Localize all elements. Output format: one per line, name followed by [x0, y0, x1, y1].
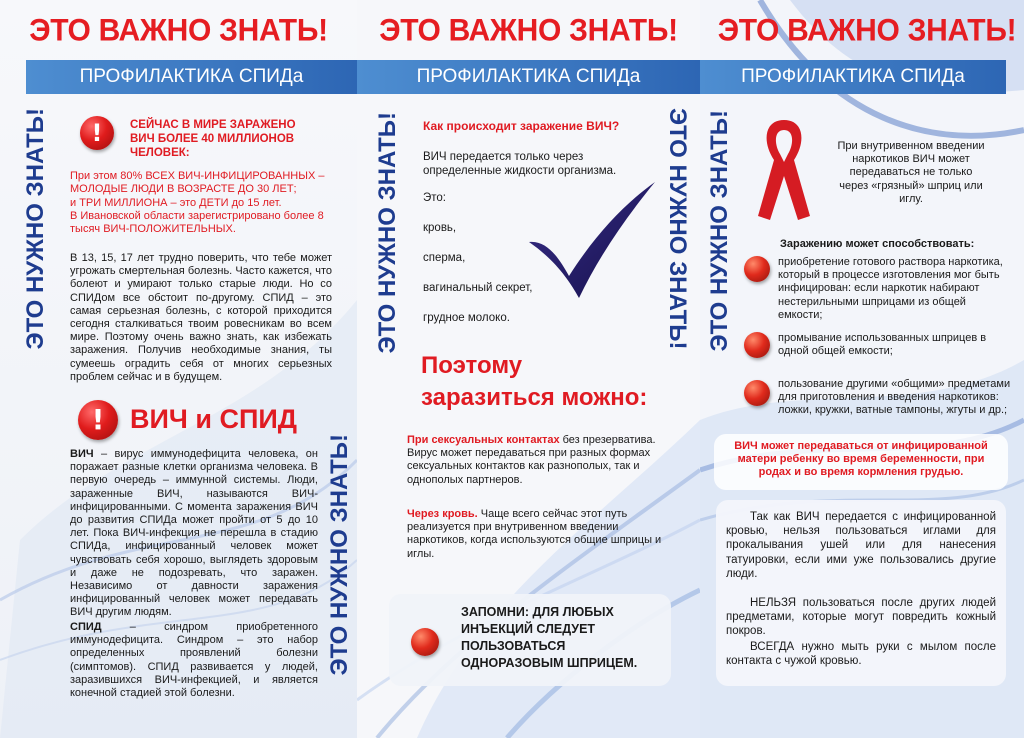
alert-heading: СЕЙЧАС В МИРЕ ЗАРАЖЕНО ВИЧ БОЛЕЕ 40 МИЛЛИОНОВ ЧЕЛОВЕК: [130, 119, 296, 159]
advice-card [716, 500, 1006, 686]
panel-right [700, 0, 1024, 738]
side-label: ЭТО НУЖНО ЗНАТЬ! [22, 108, 49, 350]
aids-definition [70, 621, 318, 700]
route-sexual [407, 434, 663, 487]
red-ball-icon [411, 628, 439, 656]
ribbon-text: При внутривенном введении наркотиков ВИЧ может передаваться не только через «грязный» шприц или иглу. [837, 140, 985, 205]
red-ball-icon [744, 332, 770, 358]
contrib-heading: Заражению может способствовать: [780, 238, 975, 250]
route-sexual-text: без презерватива. Вирус может передаваться при разных формах сексуальных контактов как разнополых, так и однополых партнеров. [407, 434, 656, 486]
contrib-item: пользование другими «общими» предметами для приготовления и введения наркотиков: ложки, кружки, ватные тампоны, жгуты и др.; [778, 378, 1011, 417]
mother-child-card [714, 434, 1008, 490]
contrib-item: приобретение готового раствора наркотика, который в процессе изготовления мог быть инфицирован: если наркотик набирают нестерильными шприцами из общей емкости; [778, 256, 1003, 321]
header-title: ЭТО ВАЖНО ЗНАТЬ! [379, 13, 678, 48]
panel-middle [357, 0, 700, 738]
big-heading-line-1: Поэтому [421, 352, 523, 379]
fluid-item: сперма, [423, 252, 466, 264]
exclamation-icon: ! [78, 400, 118, 440]
header-subtitle-bar: ПРОФИЛАКТИКА СПИДа [357, 60, 700, 94]
mother-child-text: ВИЧ может передаваться от инфицированной матери ребенку во время беременности, при родах и во время кормления грудью. [734, 440, 988, 479]
check-mark-icon [527, 180, 657, 300]
big-heading [421, 350, 647, 414]
intro-paragraph: В 13, 15, 17 лет трудно поверить, что тебе может угрожать смертельная болезнь. Часто кажется, что болеют и умирают только старые люди. Но со СПИДом все обстоит по-другому. СПИД – это самая серьезная болезнь, с которой приходится сегодня сталкиваться твоим ровесникам во всем мире. Поэтому очень важно знать, как избежать заражения. Получив необходимые знания, ты сумеешь оградить себя от многих серьезных проблем сейчас и в будущем. [70, 252, 332, 383]
fluid-item: кровь, [423, 222, 457, 234]
header-title: ЭТО ВАЖНО ЗНАТЬ! [717, 13, 1017, 48]
big-heading-line-2: заразиться можно: [421, 384, 648, 411]
advice-1: Так как ВИЧ передается с инфицированной кровью, нельзя пользоваться иглами для прокалывания ушей или для нанесения татуировки, если ими уже пользовались другие люди. [726, 511, 996, 580]
remember-card [389, 594, 671, 686]
panel-left [0, 0, 357, 738]
advice-2: НЕЛЬЗЯ пользоваться после других людей предметами, которые могут повредить кожный покров. [726, 597, 996, 638]
header-subtitle-bar: ПРОФИЛАКТИКА СПИДа [26, 60, 357, 94]
route-blood [407, 508, 663, 561]
aids-def-text: – синдром приобретенного иммунодефицита. Синдром – это набор определенных проявлений болезни (симптомов). СПИД развивается у людей, заразившихся ВИЧ-инфекцией, и является конечной стадией этой болезни. [70, 621, 318, 700]
red-ribbon-icon [756, 116, 812, 222]
aids-term: СПИД [70, 621, 102, 633]
stats-line-1: При этом 80% ВСЕХ ВИЧ-ИНФИЦИРОВАННЫХ – МОЛОДЫЕ ЛЮДИ В ВОЗРАСТЕ ДО 30 ЛЕТ; [70, 170, 325, 196]
stats-line-3: В Ивановской области зарегистрировано более 8 тысяч ВИЧ-ПОЛОЖИТЕЛЬНЫХ. [70, 210, 324, 236]
red-ball-icon [744, 380, 770, 406]
red-ball-icon [744, 256, 770, 282]
header-title: ЭТО ВАЖНО ЗНАТЬ! [29, 13, 328, 48]
hiv-definition [70, 448, 318, 620]
stats-line-2: и ТРИ МИЛЛИОНА – это ДЕТИ до 15 лет. [70, 197, 282, 209]
route-blood-text: Чаще всего сейчас этот путь реализуется при внутривенном введении наркотиков, когда используются общие шприцы и иглы. [407, 508, 662, 560]
side-label: ЭТО НУЖНО ЗНАТЬ! [326, 434, 353, 676]
hiv-term: ВИЧ [70, 448, 94, 460]
hiv-def-text: – вирус иммунодефицита человека, он поражает разные клетки организма человека. В первую очередь – иммунной системы. Люди, зараженные ВИЧ, называются ВИЧ-инфицированными. С момента заражения ВИЧ до развития СПИДа может пройти от 5 до 10 лет. Пока ВИЧ-инфекция не перешла в стадию СПИДа, инфицированный человек может чувствовать себя хорошо, выглядеть здоровым и даже не подозревать, что заражен. Независимо от давности заражения инфицированный человек может передавать ВИЧ другим людям. [70, 448, 318, 619]
fluids-label: Это: [423, 192, 446, 204]
side-label: ЭТО НУЖНО ЗНАТЬ! [706, 110, 733, 352]
route-blood-term: Через кровь. [407, 508, 478, 520]
fluid-item: вагинальный секрет, [423, 282, 533, 294]
header-subtitle-bar: ПРОФИЛАКТИКА СПИДа [700, 60, 1006, 94]
side-label: ЭТО НУЖНО ЗНАТЬ! [374, 112, 401, 354]
advice-3: ВСЕГДА нужно мыть руки с мылом после контакта с чужой кровью. [726, 641, 996, 668]
exclamation-icon: ! [80, 116, 114, 150]
side-label: ЭТО НУЖНО ЗНАТЬ! [664, 108, 691, 350]
transmission-question: Как происходит заражение ВИЧ? [423, 119, 620, 133]
remember-text: ЗАПОМНИ: ДЛЯ ЛЮБЫХ ИНЪЕКЦИЙ СЛЕДУЕТ ПОЛЬЗОВАТЬСЯ ОДНОРАЗОВЫМ ШПРИЦЕМ. [461, 605, 638, 670]
fluids-intro: ВИЧ передается только через определенные жидкости организма. [423, 151, 617, 177]
section-title: ВИЧ и СПИД [130, 404, 298, 434]
fluid-item: грудное молоко. [423, 312, 510, 324]
contrib-item: промывание использованных шприцев в одной общей емкости; [778, 332, 987, 358]
route-sexual-term: При сексуальных контактах [407, 434, 560, 446]
